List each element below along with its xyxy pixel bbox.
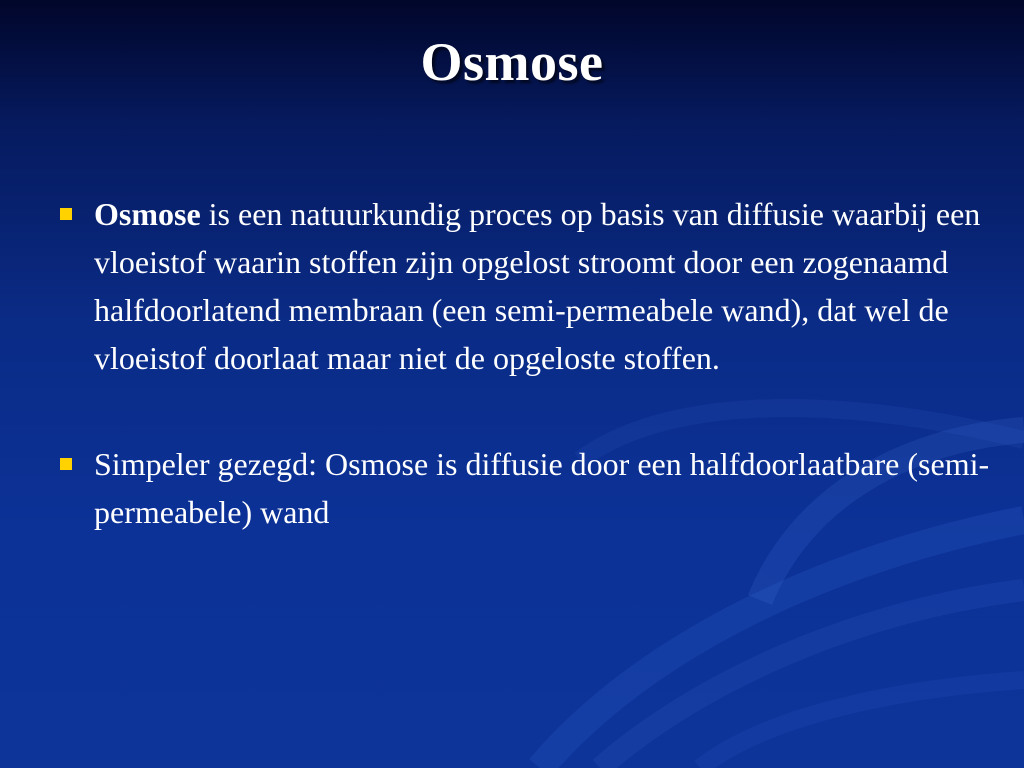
bullet-text: is een natuurkundig proces op basis van diffusie waarbij een vloeistof waarin stoffen zijn opgelost stroomt door een zogenaamd halfdoorlatend membraan (een semi-permeabele wand), dat wel de vloeistof doorlaat maar niet de opgeloste stoffen. [94,196,981,376]
bullet-list [58,190,998,594]
square-bullet-icon [60,458,72,470]
slide-title: Osmose [420,32,604,92]
bullet-term: Osmose [94,196,201,232]
bullet-text: Simpeler gezegd: Osmose is diffusie door een halfdoorlaatbare (semi-permeabele) wand [94,446,990,530]
bullet-item-definition [58,190,998,382]
square-bullet-icon [60,208,72,220]
bullet-item-simplified [58,440,998,536]
